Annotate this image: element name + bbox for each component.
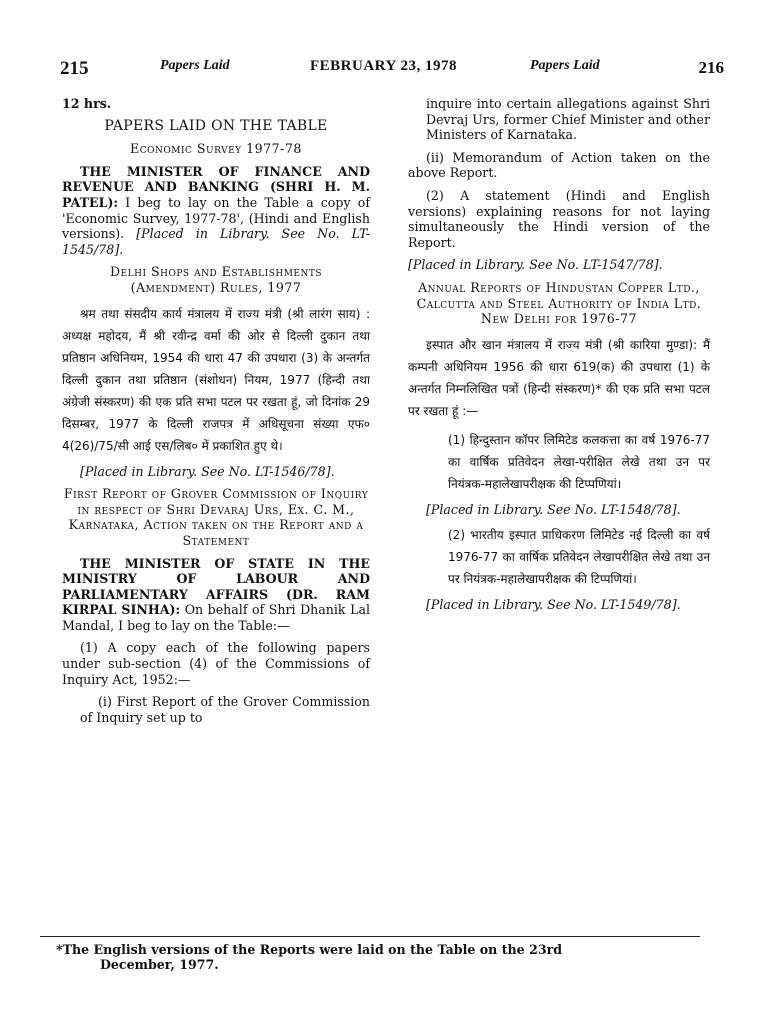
- right-column: [408, 96, 710, 620]
- speaker-name: THE MINISTER OF FINANCE AND REVENUE AND BANKING (SHRI H. M. PATEL):: [62, 163, 370, 210]
- section-heading: PAPERS LAID ON THE TABLE: [104, 117, 328, 134]
- subheading-annual-reports: Annual Reports of Hindustan Copper Ltd., Calcutta and Steel Authority of India Ltd. New Delhi for 1976-77: [416, 279, 702, 327]
- page-header: [40, 58, 724, 84]
- list-item: (2) A statement (Hindi and English versions) explaining reasons for not laying simultaneously the Hindi version of the Report.: [408, 187, 710, 250]
- hindi-list-item: (2) भारतीय इस्पात प्राधिकरण लिमिटेड नई दिल्ली का वर्ष 1976-77 का वार्षिक प्रतिवेदन लेखापरीक्षित लेखे तथा उन पर नियंत्रक-महालेखापरीक्षक की टिप्पणियां।: [448, 528, 710, 587]
- left-column: [62, 96, 370, 732]
- footnote-line: *The English versions of the Reports were laid on the Table on the 23rd: [56, 942, 563, 957]
- hindi-list-item: (1) हिन्दुस्तान कॉपर लिमिटेड कलकत्ता का वर्ष 1976-77 का वार्षिक प्रतिवेदन लेखा-परीक्षित लेखे तथा उन पर नियंत्रक-महालेखापरीक्षक की टिप्पणियां।: [448, 432, 710, 491]
- footnote: [56, 942, 706, 972]
- subheading-line: Delhi Shops and Establishments: [109, 264, 323, 280]
- speaker-name: THE MINISTER OF STATE IN THE MINISTRY OF LABOUR AND PARLIAMENTARY AFFAIRS (DR. RAM KIRPAL SINHA):: [62, 555, 370, 618]
- hindi-paragraph-steel: इस्पात और खान मंत्रालय में राज्य मंत्री (श्री कारिया मुण्डा): मैं कम्पनी अधिनियम 1956 की धारा 619(क) की उपधारा (1) के अन्तर्गत निम्नलिखित पत्रों (हिन्दी संस्करण)* की एक प्रति सभा पटल पर रखता हूं :—: [408, 337, 710, 418]
- subheading-line: (Amendment) Rules, 1977: [130, 279, 302, 295]
- footnote-divider: [40, 936, 700, 937]
- page-number-left: 215: [60, 58, 89, 79]
- placed-in-library: [Placed in Library. See No. LT-1546/78].: [80, 463, 335, 479]
- section-title-left: Papers Laid: [160, 58, 230, 73]
- paragraph-finance-minister: [62, 164, 370, 258]
- subheading-economic-survey: Economic Survey 1977-78: [130, 141, 302, 157]
- paragraph-text: I beg to lay on the Table a copy of 'Economic Survey, 1977-78', (Hindi and English versions).: [62, 194, 370, 242]
- list-item: (1) A copy each of the following papers under sub-section (4) of the Commissions of Inquiry Act, 1952:—: [62, 640, 370, 687]
- subheading-delhi-shops: [62, 264, 370, 295]
- footnote-line: December, 1977.: [100, 957, 219, 972]
- subheading-grover-commission: First Report of Grover Commission of Inquiry in respect of Shri Devaraj Urs, Ex. C. M., Karnataka, Action taken on the Report and a Statement: [63, 486, 369, 548]
- placed-in-library: [Placed in Library. See No. LT-1548/78].: [426, 501, 681, 517]
- paragraph-labour-minister: [62, 556, 370, 634]
- list-subitem-continued: inquire into certain allegations against Shri Devraj Urs, former Chief Minister and other Ministers of Karnataka.: [426, 96, 710, 143]
- placed-in-library: [Placed in Library. See No. LT-1547/78].: [408, 257, 663, 273]
- list-subitem: (i) First Report of the Grover Commission of Inquiry set up to: [80, 694, 370, 725]
- paragraph-text: On behalf of Shri Dhanik Lal Mandal, I beg to lay on the Table:—: [62, 602, 370, 633]
- time-marker: 12 hrs.: [62, 96, 112, 111]
- hindi-paragraph-labour: श्रम तथा संसदीय कार्य मंत्रालय में राज्य मंत्री (श्री लारंग साय) : अध्यक्ष महोदय, मैं श्री रवीन्द्र वर्मा की ओर से दिल्ली दुकान तथा प्रतिष्ठान अधिनियम, 1954 की धारा 47 की उपधारा (3) के अन्तर्गत दिल्ली दुकान तथा प्रतिष्ठान (संशोधन) नियम, 1977 (हिन्दी तथा अंग्रेजी संस्करण) की एक प्रति सभा पटल पर रखता हूं, जो दिनांक 29 दिसम्बर, 1977 के दिल्ली राजपत्र में अधिसूचना संख्या एफ० 4(26)/75/सी आई एस/लिब० में प्रकाशित हुए थे।: [62, 306, 370, 453]
- placed-in-library: [Placed in Library. See No. LT-1545/78].: [62, 226, 371, 257]
- list-subitem: (ii) Memorandum of Action taken on the above Report.: [408, 149, 710, 181]
- header-date: FEBRUARY 23, 1978: [310, 58, 458, 74]
- placed-in-library: [Placed in Library. See No. LT-1549/78].: [426, 597, 681, 613]
- page-number-right: 216: [698, 58, 724, 77]
- section-title-right: Papers Laid: [530, 58, 600, 73]
